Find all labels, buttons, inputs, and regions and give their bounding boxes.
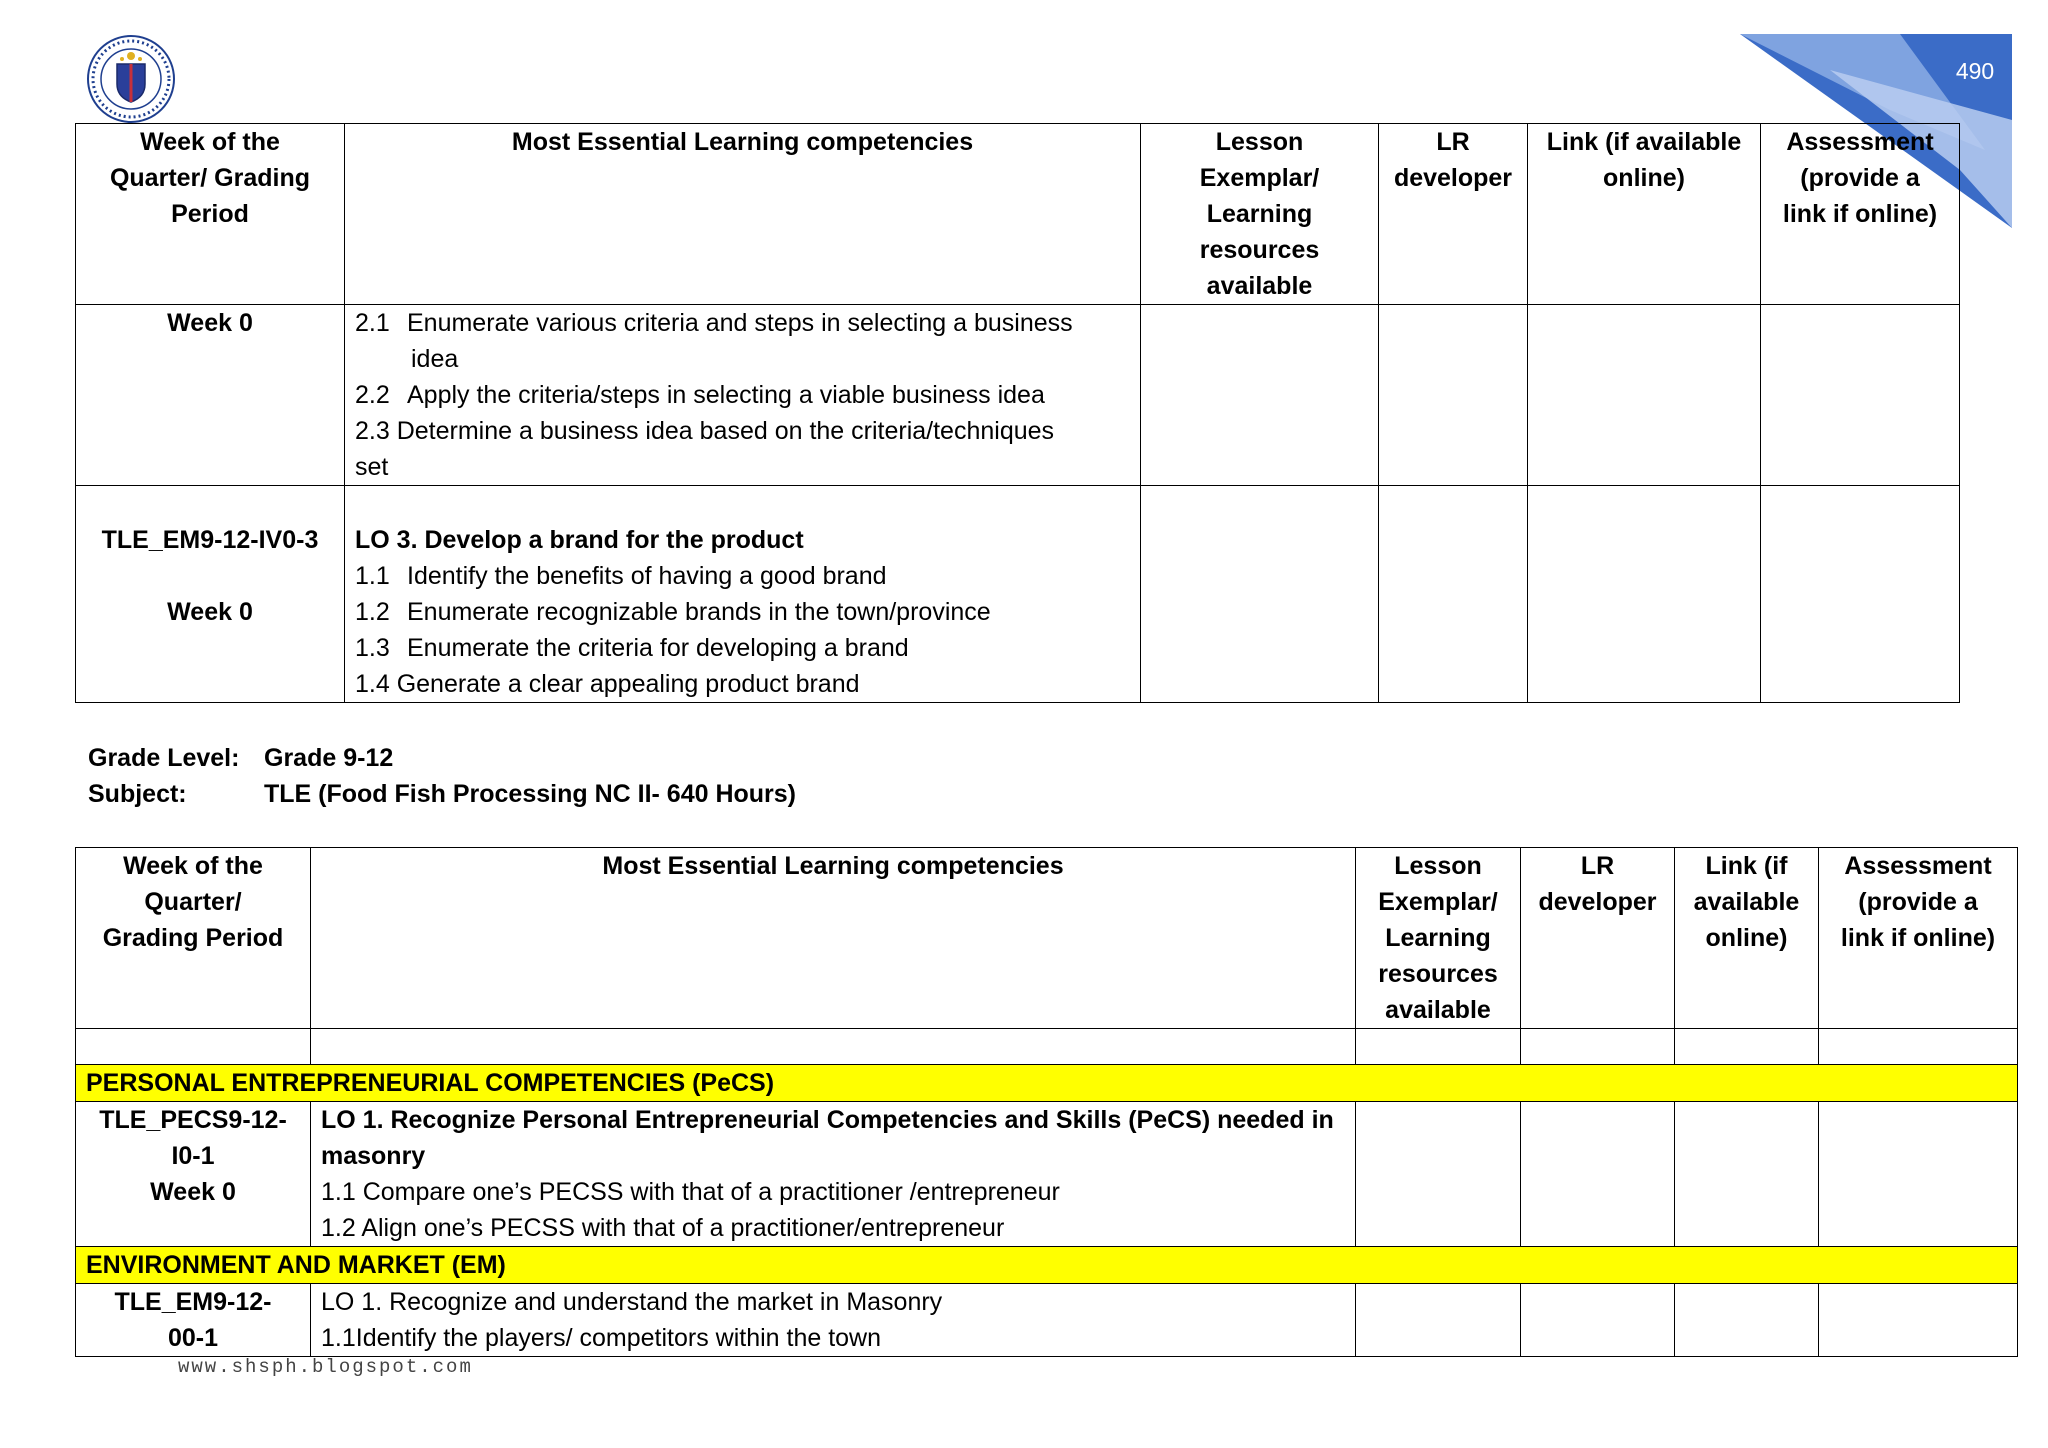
table-row (76, 1102, 2018, 1247)
assessment-cell (1761, 486, 1960, 703)
header-week: Week of the Quarter/ Grading Period (76, 124, 345, 305)
table-row (76, 1284, 2018, 1357)
lr-cell (1379, 305, 1528, 486)
header-competencies: Most Essential Learning competencies (345, 124, 1141, 305)
lesson-cell (1141, 305, 1379, 486)
competency-cell: LO 3. Develop a brand for the product 1.1 Identify the benefits of having a good brand 1.2 Enumerate recognizable brands in the town/province 1.3 Enumerate the criteria for developing a brand 1.4 Generate a clear appealing product brand (345, 486, 1141, 703)
footer-url: www.shsph.blogspot.com (178, 1356, 473, 1378)
table-row (76, 486, 1960, 703)
header-lr-developer: LR developer (1379, 124, 1528, 305)
competency-table-2 (75, 847, 2018, 1357)
header-link: Link (if available online) (1675, 848, 1819, 1029)
subject-label: Subject: (88, 780, 187, 808)
lr-cell (1379, 486, 1528, 703)
week-cell: TLE_EM9-12-IV0-3 Week 0 (76, 486, 345, 703)
grade-level-value: Grade 9-12 (264, 744, 394, 772)
table-row-empty (76, 1029, 2018, 1065)
assessment-cell (1761, 305, 1960, 486)
subject-value: TLE (Food Fish Processing NC II- 640 Hours) (264, 780, 797, 808)
header-competencies: Most Essential Learning competencies (311, 848, 1356, 1029)
section-row-em (76, 1247, 2018, 1284)
grade-level-label: Grade Level: (88, 744, 240, 772)
section-heading: ENVIRONMENT AND MARKET (EM) (76, 1247, 2018, 1284)
competency-cell: LO 1. Recognize and understand the market in Masonry 1.1Identify the players/ competitors within the town (311, 1284, 1356, 1357)
week-cell: TLE_PECS9-12- I0-1 Week 0 (76, 1102, 311, 1247)
section-row-pecs (76, 1065, 2018, 1102)
competency-table-1 (75, 123, 1960, 703)
header-lr-developer: LR developer (1521, 848, 1675, 1029)
lesson-cell (1141, 486, 1379, 703)
week-cell: TLE_EM9-12- 00-1 (76, 1284, 311, 1357)
competency-cell: 2.1 Enumerate various criteria and steps in selecting a business idea 2.2 Apply the criteria/steps in selecting a viable business idea 2.3 Determine a business idea based on the criteria/techniques set (345, 305, 1141, 486)
section-heading: PERSONAL ENTREPRENEURIAL COMPETENCIES (PeCS) (76, 1065, 2018, 1102)
header-link: Link (if available online) (1528, 124, 1761, 305)
link-cell (1528, 486, 1761, 703)
grade-subject-block (88, 740, 796, 812)
header-lesson-exemplar: Lesson Exemplar/ Learning resources available (1356, 848, 1521, 1029)
header-assessment: Assessment (provide a link if online) (1761, 124, 1960, 305)
competency-cell: LO 1. Recognize Personal Entrepreneurial Competencies and Skills (PeCS) needed in masonry 1.1 Compare one’s PECSS with that of a practitioner /entrepreneur 1.2 Align one’s PECSS with that of a practitioner/entrepreneur (311, 1102, 1356, 1247)
page-number: 490 (1955, 58, 1995, 84)
table-header-row (76, 848, 2018, 1029)
deped-seal-icon (86, 34, 176, 124)
header-week: Week of the Quarter/ Grading Period (76, 848, 311, 1029)
header-lesson-exemplar: Lesson Exemplar/ Learning resources available (1141, 124, 1379, 305)
header-assessment: Assessment (provide a link if online) (1819, 848, 2018, 1029)
table-row (76, 305, 1960, 486)
week-cell: Week 0 (76, 305, 345, 486)
table-header-row (76, 124, 1960, 305)
link-cell (1528, 305, 1761, 486)
